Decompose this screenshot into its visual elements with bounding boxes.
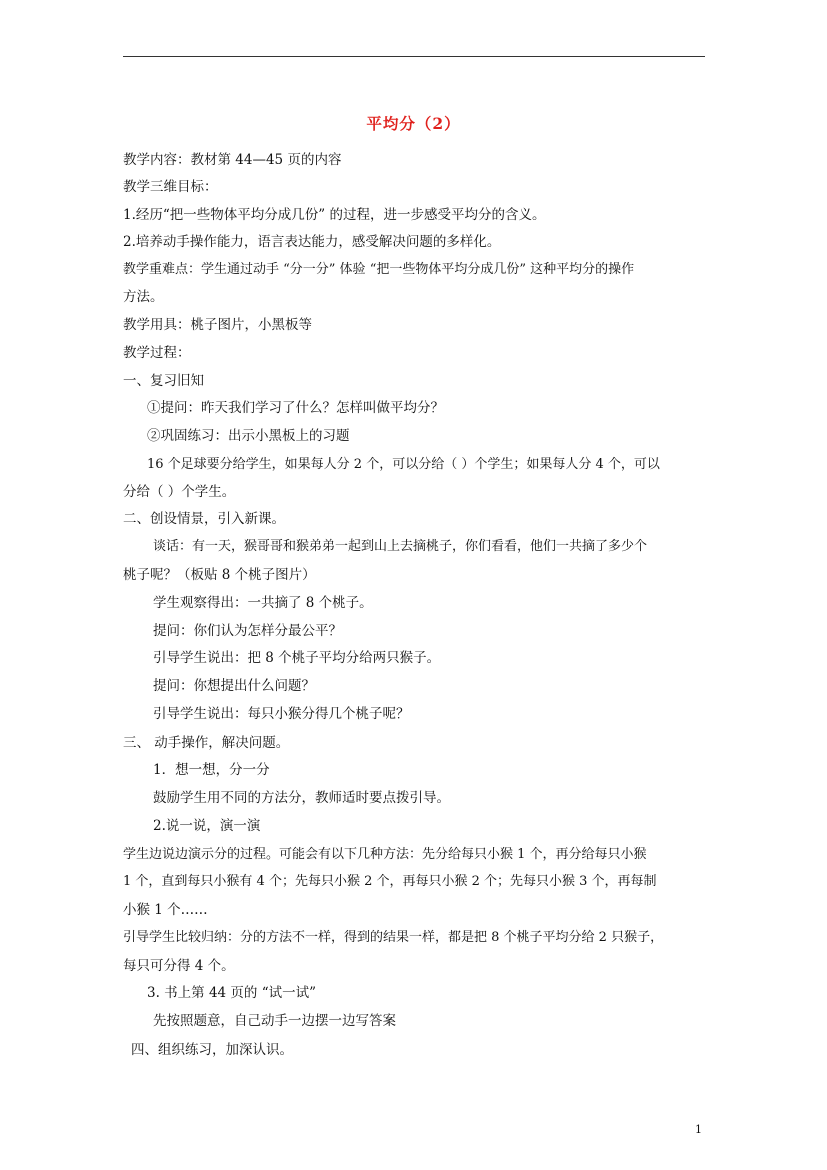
text-line: 16 个足球要分给学生，如果每人分 2 个，可以分给（ ）个学生；如果每人分 4 个，可以 (147, 457, 660, 472)
text-line: 分给（ ）个学生。 (123, 484, 236, 500)
text-line: 小猴 1 个…… (123, 902, 208, 918)
page-title: 平均分（2） (366, 114, 461, 133)
section-heading: 二、创设情景，引入新课。 (123, 511, 285, 527)
text-line: 教学过程： (123, 345, 191, 361)
text-line: 先按照题意，自己动手一边摆一边写答案 (153, 1013, 396, 1029)
page-number: 1 (695, 1123, 702, 1136)
text-line: 教学重难点：学生通过动手 “分一分” 体验 “把一些物体平均分成几份” 这种平均分的操作 (123, 262, 635, 277)
header-rule (123, 56, 705, 57)
text-line: ②巩固练习：出示小黑板上的习题 (147, 428, 350, 444)
text-line: 教学内容：教材第 44—45 页的内容 (123, 152, 342, 168)
text-line: 引导学生说出：每只小猴分得几个桃子呢？ (153, 706, 410, 722)
text-line: ①提问：昨天我们学习了什么？怎样叫做平均分？ (147, 400, 444, 416)
text-line: 2.培养动手操作能力，语言表达能力，感受解决问题的多样化。 (123, 234, 501, 250)
text-line: 教学用具：桃子图片，小黑板等 (123, 317, 312, 333)
text-line: 引导学生说出：把 8 个桃子平均分给两只猴子。 (153, 650, 441, 666)
text-line: 2.说一说，演一演 (153, 818, 261, 834)
text-line: 3. 书上第 44 页的 “试一试” (147, 985, 317, 1001)
text-line: 学生边说边演示分的过程。可能会有以下几种方法：先分给每只小猴 1 个，再分给每只小猴 (123, 847, 647, 862)
text-line: 引导学生比较归纳：分的方法不一样，得到的结果一样，都是把 8 个桃子平均分给 2 只猴子， (123, 930, 664, 945)
text-line: 鼓励学生用不同的方法分，教师适时要点拨引导。 (153, 790, 450, 806)
text-line: 1 个，直到每只小猴有 4 个；先每只小猴 2 个，再每只小猴 2 个；先每只小猴 3 个，再每制 (123, 874, 657, 889)
text-line: 1．想一想，分一分 (153, 762, 270, 778)
text-line: 谈话：有一天，猴哥哥和猴弟弟一起到山上去摘桃子，你们看看，他们一共摘了多少个 (153, 539, 648, 554)
text-line: 方法。 (123, 289, 164, 305)
section-heading: 四、组织练习，加深认识。 (131, 1042, 293, 1058)
text-line: 1.经历“把一些物体平均分成几份” 的过程，进一步感受平均分的含义。 (123, 207, 546, 223)
section-heading: 一、复习旧知 (123, 373, 204, 389)
text-line: 学生观察得出：一共摘了 8 个桃子。 (153, 595, 373, 611)
text-line: 教学三维目标： (123, 179, 218, 195)
text-line: 每只可分得 4 个。 (123, 958, 235, 974)
text-line: 提问：你们认为怎样分最公平？ (153, 623, 342, 639)
text-line: 桃子呢？（板贴 8 个桃子图片） (123, 567, 316, 583)
section-heading: 三、 动手操作，解决问题。 (123, 735, 290, 751)
text-line: 提问：你想提出什么问题？ (153, 678, 315, 694)
